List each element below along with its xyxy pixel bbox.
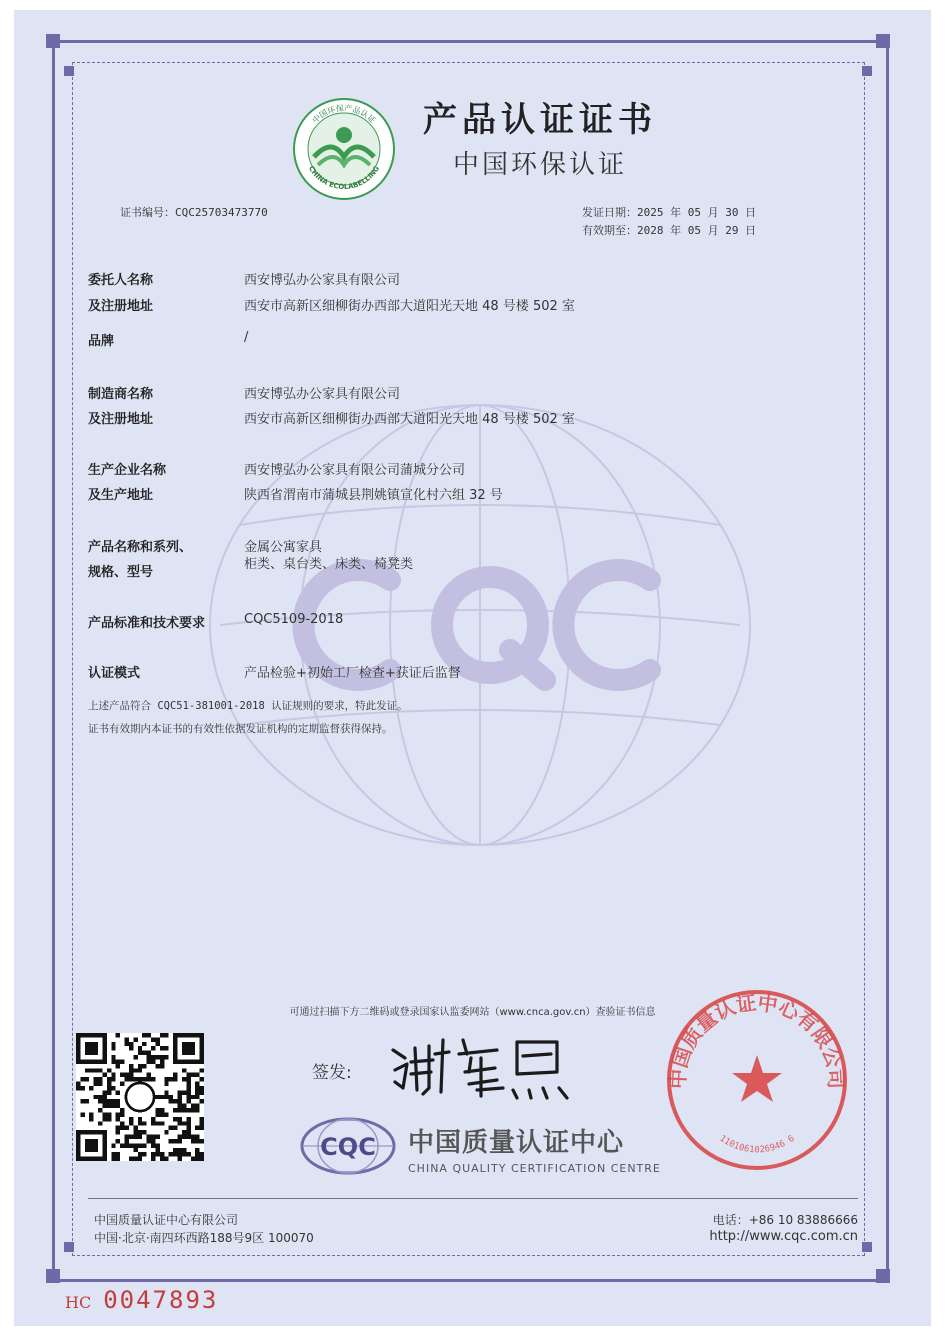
product-models: 柜类、桌台类、床类、椅凳类 <box>244 557 414 572</box>
certification-mode: 产品检验+初始工厂检查+获证后监督 <box>244 666 461 681</box>
footer-website[interactable]: http://www.cqc.com.cn <box>709 1229 858 1244</box>
client-address: 西安市高新区细柳街办西部大道阳光天地 48 号楼 502 室 <box>244 299 575 314</box>
brand-label: 品牌 <box>88 334 115 349</box>
manufacturer-address-label: 及注册地址 <box>88 412 154 427</box>
manufacturer-address: 西安市高新区细柳街办西部大道阳光天地 48 号楼 502 室 <box>244 412 575 427</box>
certificate-number-line <box>120 204 268 220</box>
manufacturer-name: 西安博弘办公家具有限公司 <box>244 387 401 402</box>
expiry-date-label: 有效期至： <box>582 224 637 237</box>
factory-address-label: 及生产地址 <box>88 488 154 503</box>
product-name: 金属公寓家具 <box>244 540 323 555</box>
issue-date-line <box>582 204 756 220</box>
seal-star-icon <box>732 1055 782 1102</box>
cqc-logo-text: CQC <box>320 1133 376 1161</box>
seal-code: 1101061026946 6 <box>717 1133 797 1156</box>
client-address-label: 及注册地址 <box>88 299 154 314</box>
certificate-number-label: 证书编号： <box>120 206 175 219</box>
certificate-subtitle: 中国环保认证 <box>452 150 627 180</box>
corner-square-tr2 <box>862 66 872 76</box>
handwritten-signature <box>385 1028 575 1106</box>
issuer-name-en: CHINA QUALITY CERTIFICATION CENTRE <box>408 1162 661 1175</box>
issue-date: 2025 年 05 月 30 日 <box>637 206 757 219</box>
issuer-name-cn: 中国质量认证中心 <box>408 1128 625 1158</box>
verification-instruction: 可通过扫描下方二维码或登录国家认监委网站（www.cnca.gov.cn）查验证书信息 <box>289 1007 656 1018</box>
corner-square-tr <box>876 34 890 48</box>
cqc-logo-icon <box>298 1116 398 1176</box>
footer-phone: 电话：+86 10 83886666 <box>712 1213 858 1227</box>
corner-square-tl2 <box>64 66 74 76</box>
certification-mode-label: 认证模式 <box>88 666 141 681</box>
ecolabel-bottom-text: CHINA ECOLABELLING <box>306 164 382 192</box>
svg-text:1101061026946 6 <box>717 1134 796 1156</box>
serial-number <box>65 1286 218 1314</box>
expiry-date-line <box>582 222 756 238</box>
serial-value: 0047893 <box>103 1286 219 1314</box>
brand-value: / <box>244 330 249 345</box>
seal-text: 中国质量认证中心有限公司 <box>665 990 849 1090</box>
certificate-title: 产品认证证书 <box>423 100 657 140</box>
factory-name: 西安博弘办公家具有限公司蒲城分公司 <box>244 463 466 478</box>
corner-square-br <box>876 1269 890 1283</box>
product-label-line2: 规格、型号 <box>88 565 154 580</box>
corner-square-bl2 <box>64 1242 74 1252</box>
factory-label: 生产企业名称 <box>88 463 167 478</box>
official-seal-stamp <box>662 985 852 1175</box>
qr-code[interactable] <box>76 1033 204 1161</box>
signature-label: 签发: <box>312 1063 352 1083</box>
client-name-label: 委托人名称 <box>88 273 154 288</box>
china-ecolabelling-logo <box>292 97 396 201</box>
corner-square-br2 <box>862 1242 872 1252</box>
footer-company: 中国质量认证中心有限公司 <box>94 1213 239 1227</box>
ecolabel-top-text: 中国环保产品认证 <box>310 103 378 126</box>
manufacturer-label: 制造商名称 <box>88 387 154 402</box>
note-line-1: 上述产品符合 CQC51-381001-2018 认证规则的要求，特此发证。 <box>88 700 408 712</box>
footer-divider <box>88 1198 858 1199</box>
product-label-line1: 产品名称和系列、 <box>88 540 193 555</box>
serial-prefix: HC <box>65 1293 92 1312</box>
standard-value: CQC5109-2018 <box>244 612 344 627</box>
note-line-2: 证书有效期内本证书的有效性依据发证机构的定期监督获得保持。 <box>88 723 393 735</box>
standard-label: 产品标准和技术要求 <box>88 616 206 631</box>
factory-address: 陕西省渭南市蒲城县荆姚镇宣化村六组 32 号 <box>244 488 503 503</box>
footer-address: 中国·北京·南四环西路188号9区 100070 <box>94 1231 314 1245</box>
certificate-number: CQC25703473770 <box>175 206 268 219</box>
corner-square-tl <box>46 34 60 48</box>
corner-square-bl <box>46 1269 60 1283</box>
expiry-date: 2028 年 05 月 29 日 <box>637 224 757 237</box>
issue-date-label: 发证日期： <box>582 206 637 219</box>
client-name: 西安博弘办公家具有限公司 <box>244 273 401 288</box>
